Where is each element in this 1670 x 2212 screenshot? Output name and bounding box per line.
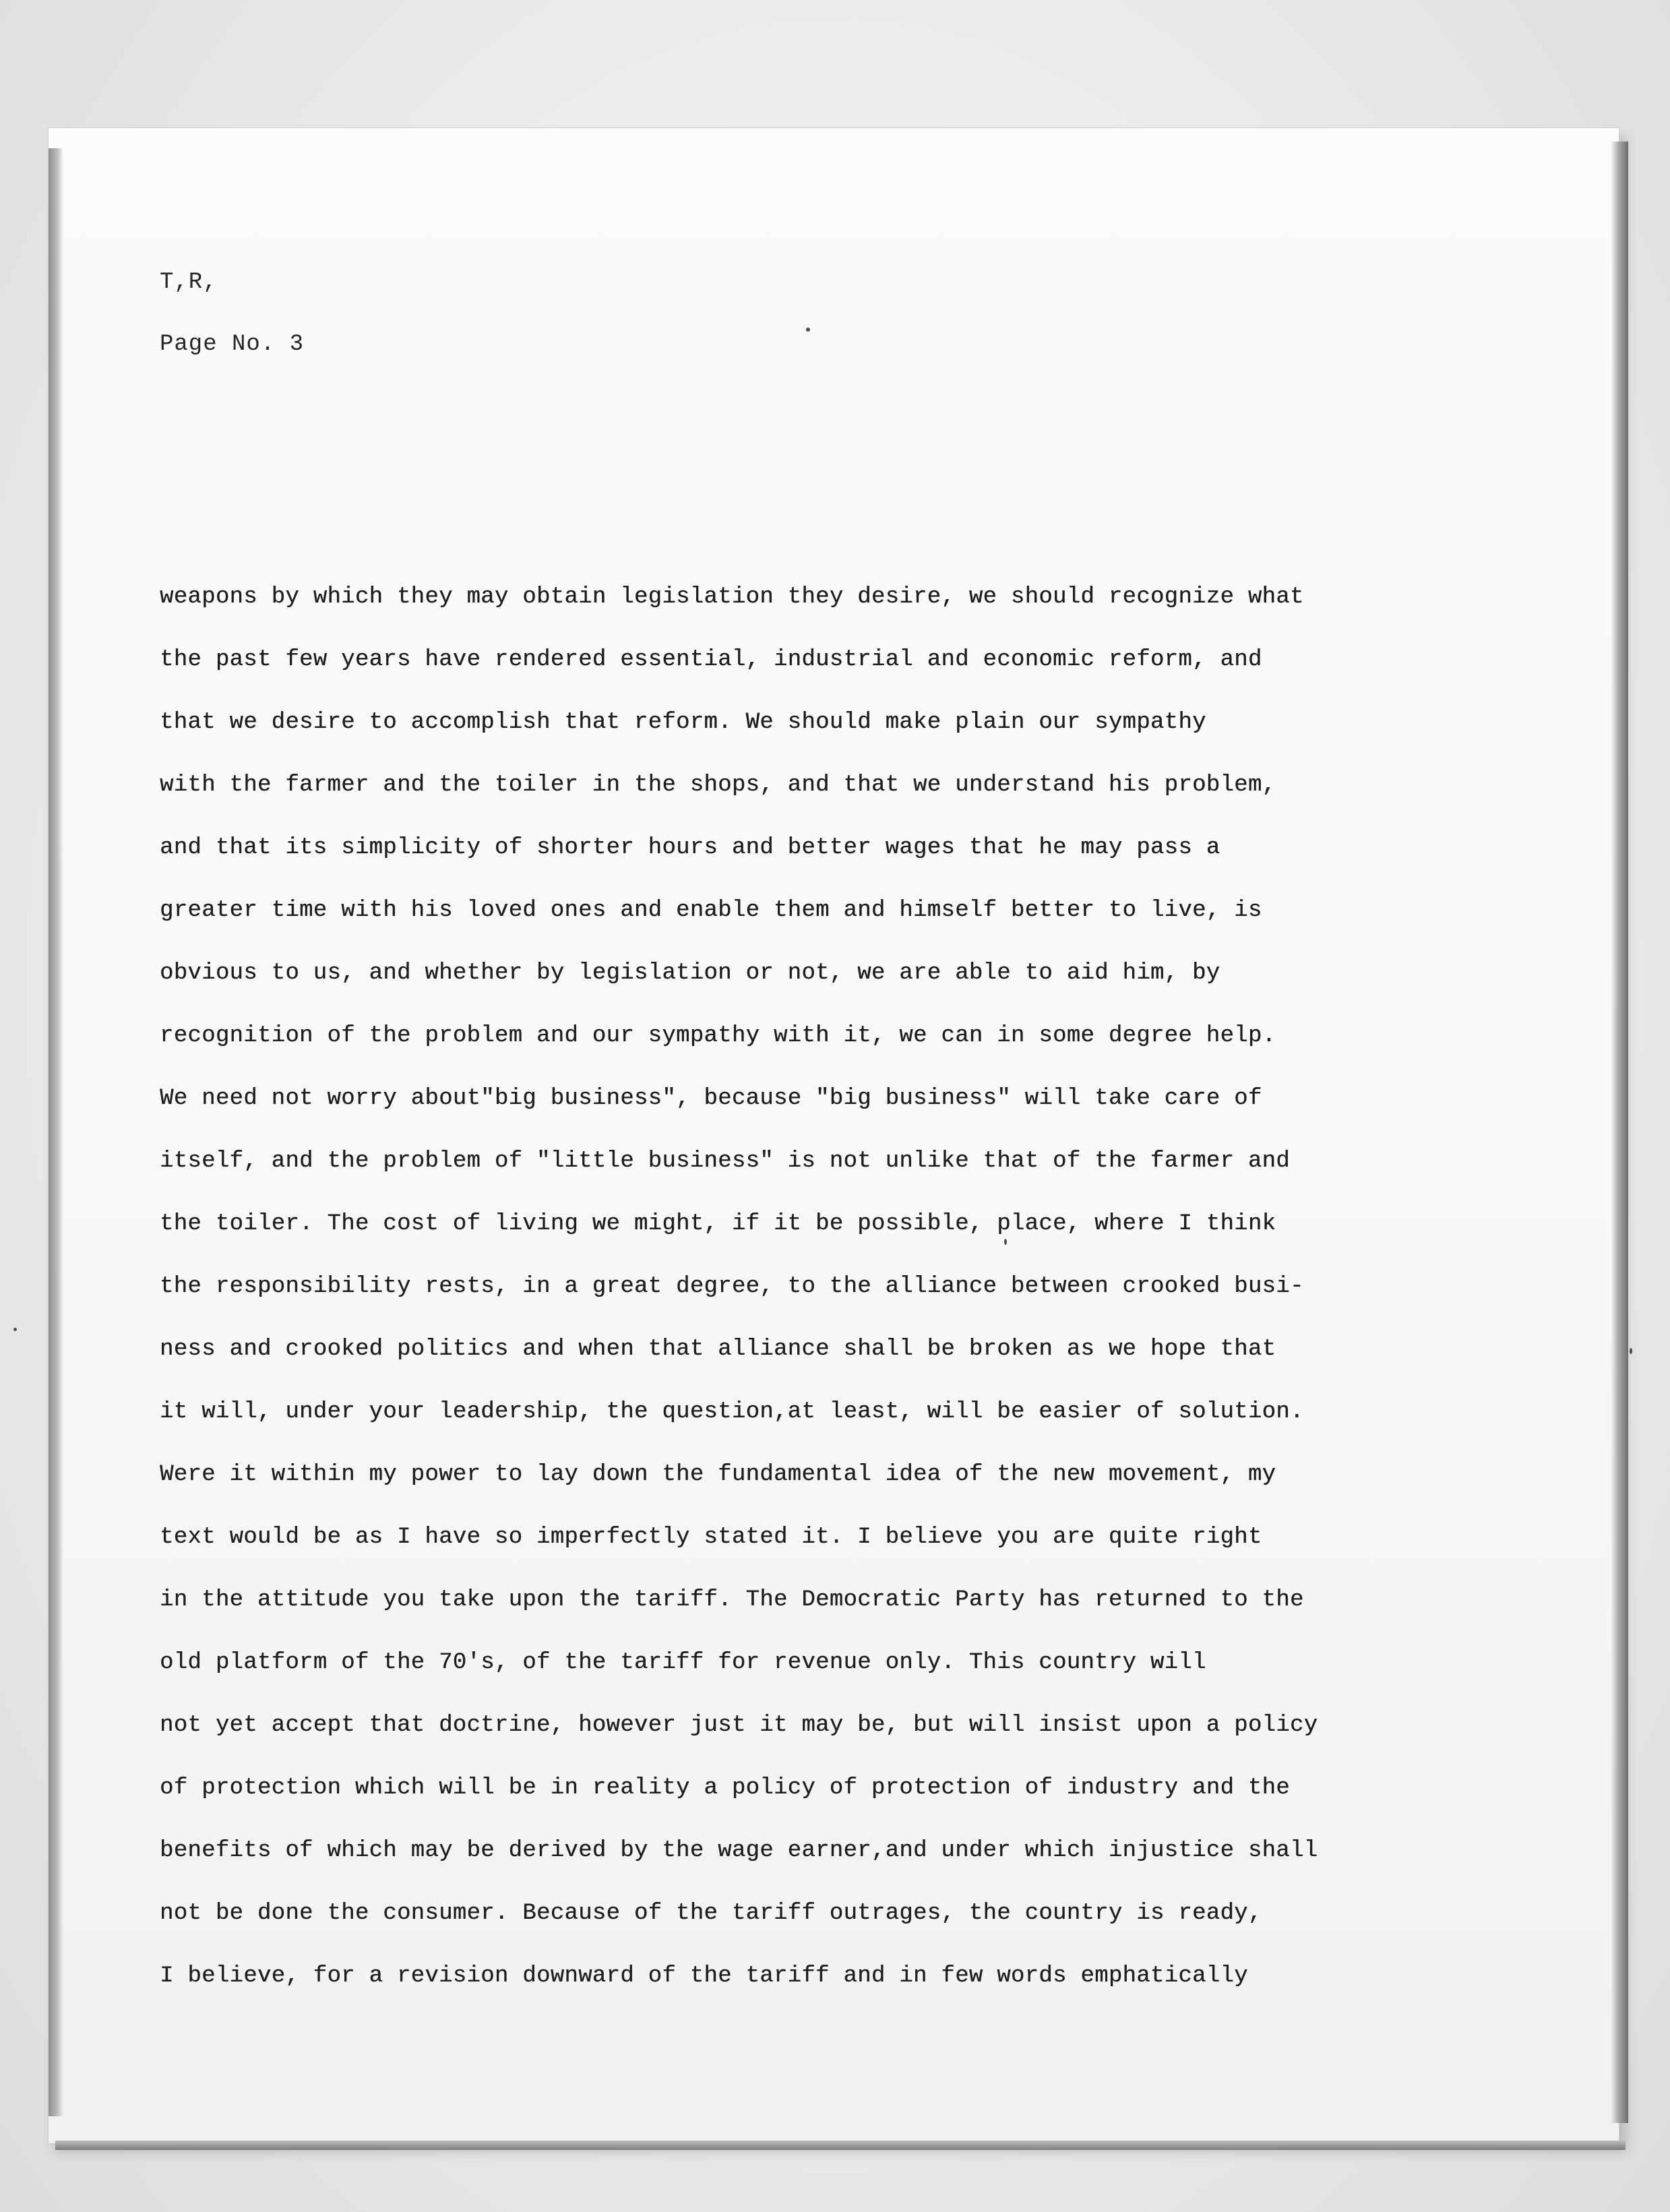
body-line: ness and crooked politics and when that alliance shall be broken as we hope that [160, 1337, 1276, 1362]
body-line: not be done the consumer. Because of the tariff outrages, the country is ready, [160, 1901, 1262, 1926]
body-line: Were it within my power to lay down the fundamental idea of the new movement, my [160, 1462, 1276, 1487]
body-line: in the attitude you take upon the tariff. The Democratic Party has returned to the [160, 1587, 1304, 1613]
body-line: greater time with his loved ones and enable them and himself better to live, is [160, 898, 1262, 923]
body-line: the toiler. The cost of living we might, if it be possible, place, where I think [160, 1211, 1276, 1237]
body-line: recognition of the problem and our sympathy with it, we can in some degree help. [160, 1023, 1276, 1049]
body-line: text would be as I have so imperfectly stated it. I believe you are quite right [160, 1525, 1262, 1550]
body-line: itself, and the problem of "little business" is not unlike that of the farmer and [160, 1148, 1290, 1174]
page-bottom-shadow [55, 2141, 1626, 2150]
page-right-shadow [1611, 142, 1628, 2123]
paper-speck [13, 1328, 17, 1331]
body-line: with the farmer and the toiler in the shops, and that we understand his problem, [160, 772, 1276, 798]
body-line: the past few years have rendered essential, industrial and economic reform, and [160, 647, 1262, 673]
body-line: not yet accept that doctrine, however just it may be, but will insist upon a policy [160, 1713, 1318, 1738]
body-line: it will, under your leadership, the question,at least, will be easier of solution. [160, 1399, 1304, 1425]
body-line: that we desire to accomplish that reform. We should make plain our sympathy [160, 710, 1206, 735]
header-initials: T,R, [160, 270, 218, 295]
body-line: We need not worry about"big business", because "big business" will take care of [160, 1086, 1262, 1111]
paper-speck [1630, 1348, 1632, 1354]
paper-speck [806, 328, 810, 332]
body-line: benefits of which may be derived by the wage earner,and under which injustice shall [160, 1838, 1318, 1864]
body-line: old platform of the 70's, of the tariff for revenue only. This country will [160, 1650, 1206, 1676]
body-line: weapons by which they may obtain legislation they desire, we should recognize what [160, 584, 1304, 610]
body-line: of protection which will be in reality a policy of protection of industry and the [160, 1775, 1290, 1801]
paper-speck [1004, 1239, 1007, 1245]
body-line: I believe, for a revision downward of the tariff and in few words emphatically [160, 1963, 1248, 1989]
body-line: obvious to us, and whether by legislation or not, we are able to aid him, by [160, 960, 1220, 986]
body-line: the responsibility rests, in a great degree, to the alliance between crooked busi- [160, 1274, 1304, 1299]
header-page-number: Page No. 3 [160, 332, 305, 357]
body-line: and that its simplicity of shorter hours and better wages that he may pass a [160, 835, 1220, 861]
page-left-shadow [49, 148, 63, 2116]
